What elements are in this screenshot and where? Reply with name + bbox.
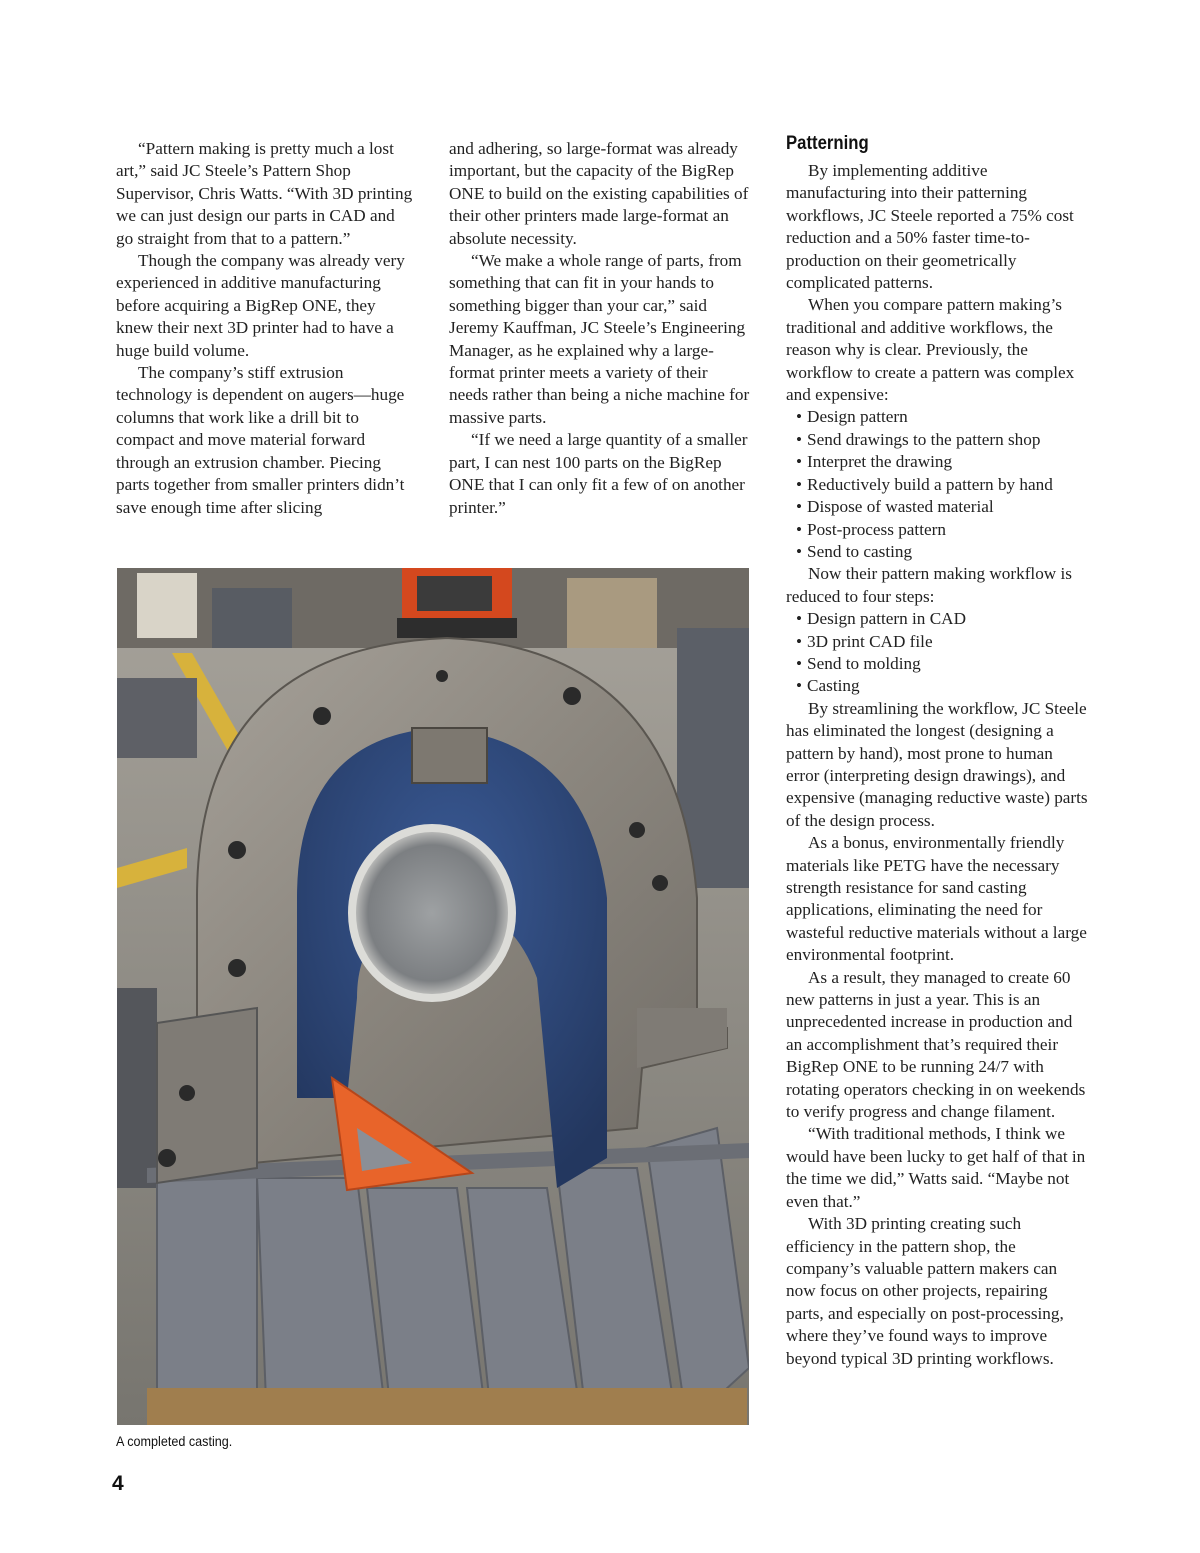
list-item: • Casting [796,675,1088,697]
article-column-2 [449,138,751,519]
list-item: • Send to molding [796,653,1088,675]
traditional-steps-list [786,406,1088,563]
list-item: • Send drawings to the pattern shop [796,429,1088,451]
list-item: • 3D print CAD file [796,631,1088,653]
list-item: • Dispose of wasted material [796,496,1088,518]
figure-caption: A completed casting. [116,1433,233,1449]
paragraph: As a bonus, environmentally friendly materials like PETG have the necessary strength resistance for sand casting applications, eliminating the need for wasteful reductive materials without a large environmental footprint. [786,833,1087,965]
patterning-section [786,132,1088,1370]
list-item: • Reductively build a pattern by hand [796,474,1088,496]
list-item: • Send to casting [796,541,1088,563]
paragraph: “If we need a large quantity of a smaller part, I can nest 100 parts on the BigRep ONE that I can only fit a few of on another printer.” [449,430,748,517]
list-item: • Post-process pattern [796,519,1088,541]
paragraph: “Pattern making is pretty much a lost art,” said JC Steele’s Pattern Shop Supervisor, Chris Watts. “With 3D printing we can just design our parts in CAD and go straight from that to a pattern.” [116,139,413,248]
list-item: • Interpret the drawing [796,451,1088,473]
paragraph: By implementing additive manufacturing into their patterning workflows, JC Steele reported a 75% cost reduction and a 50% faster time-to-production on their geometrically complicated patterns. [786,161,1074,293]
additive-steps-list [786,608,1088,698]
paragraph: As a result, they managed to create 60 new patterns in just a year. This is an unprecedented increase in production and an accomplishment that’s required their BigRep ONE to be running 24/7 with rotating operators checking in on weekends to verify progress and change filament. [786,967,1086,1122]
paragraph: Though the company was already very experienced in additive manufacturing before acquiring a BigRep ONE, they knew their next 3D printer had to have a huge build volume. [116,251,405,360]
article-column-1 [116,138,416,519]
paragraph: The company’s stiff extrusion technology is dependent on augers—huge columns that work like a drill bit to compact and move material forward through an extrusion chamber. Piecing parts together from smaller printers didn’t save enough time after slicing [116,363,405,517]
bore-hole [352,828,512,998]
paragraph: With 3D printing creating such efficiency in the pattern shop, the company’s valuable pattern makers can now focus on other projects, repairing parts, and especially on post-processing, where they’ve found ways to improve beyond typical 3D printing workflows. [786,1214,1064,1368]
section-heading: Patterning [786,133,869,154]
list-item: • Design pattern in CAD [796,608,1088,630]
paragraph: “We make a whole range of parts, from something that can fit in your hands to something bigger than your car,” said Jeremy Kauffman, JC Steele’s Engineering Manager, as he explained why a large- format printer meets a variety of their needs rather than being a niche machine for massive parts. [449,251,750,427]
paragraph: “With traditional methods, I think we would have been lucky to get half of that in the time we did,” Watts said. “Maybe not even that.” [786,1124,1086,1211]
forklift [397,568,517,638]
paragraph: When you compare pattern making’s traditional and additive workflows, the reason why is clear. Previously, the workflow to create a pattern was complex and expensive: [786,295,1075,405]
paragraph: By streamlining the workflow, JC Steele has eliminated the longest (designing a pattern by hand), most prone to human error (interpreting design drawings), and expensive (managing reductive waste) parts of the design process. [786,698,1088,830]
paragraph: and adhering, so large-format was already important, but the capacity of the BigRep ONE to build on the existing capabilities of their other printers made large-format an absolute necessity. [449,139,749,248]
casting-photo [117,568,749,1425]
paragraph: Now their pattern making workflow is reduced to four steps: [786,564,1072,606]
list-item: • Design pattern [796,406,1088,428]
page-number: 4 [112,1472,124,1495]
